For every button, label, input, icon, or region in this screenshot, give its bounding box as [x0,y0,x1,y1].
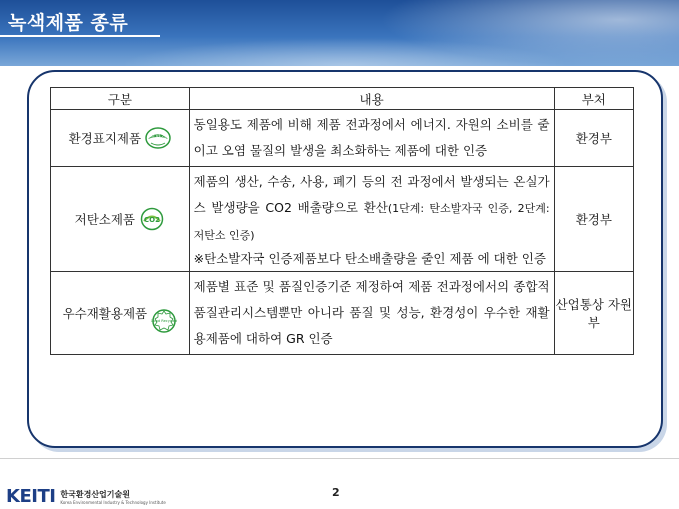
green-product-table [50,87,634,355]
keiti-logo-text: KEITI [6,486,56,507]
table-row [51,272,634,355]
table-row [51,110,634,167]
content-note: ※탄소발자국 인증제품보다 탄소배출량을 줄인 제품 에 대한 인증 [193,251,546,266]
category-cell [51,167,190,272]
co2-label-text: CO2 [144,216,160,224]
header-category: 구분 [51,88,190,110]
category-cell [51,272,190,355]
eco-label-icon [145,127,171,149]
ministry-cell: 환경부 [554,167,633,272]
gr-label-text: Good Recycled [151,319,178,323]
recycling-label-icon [151,291,177,335]
category-label: 우수재활용제품 [62,306,148,321]
content-text: 제품별 표준 및 품질인증기준 제정하여 제품 전과정에서의 종합적 품질관리시스템뿐만 아니라 품질 및 성능, 환경성이 우수한 재활용제품에 대하여 GR 인증 [193,279,550,346]
table-row [51,167,634,272]
co2-label-icon [139,207,165,231]
page-title: 녹색제품 종류 [8,12,129,34]
keiti-logo [6,486,166,507]
ministry-cell: 환경부 [554,110,633,167]
category-label: 환경표지제품 [68,131,142,146]
title-underline [0,35,160,37]
eco-label-text: 친환경 [149,134,167,141]
content-cell [189,272,554,355]
category-label: 저탄소제품 [74,212,136,227]
header-ministry: 부처 [554,88,633,110]
content-cell [189,110,554,167]
header-content: 내용 [189,88,554,110]
ministry-cell: 산업통상 자원부 [554,272,633,355]
content-small-text: (1단계: 탄소발자국 인증, 2단계: 저탄소 인증) [193,202,550,242]
org-name: 한국환경산업기술원 [60,489,130,499]
footer-divider [0,458,679,459]
content-text: 동일용도 제품에 비해 제품 전과정에서 에너지. 자원의 소비를 줄이고 오염 물질의 발생을 최소화하는 제품에 대한 인증 [193,117,550,158]
org-name-en: Korea Environmental Industry & Technology Institute [60,499,166,505]
org-name-block [60,489,165,505]
content-cell [189,167,554,272]
page-number: 2 [332,486,340,499]
banner-cloud [120,38,570,68]
category-cell [51,110,190,167]
content-text: 제품의 생산, 수송, 사용, 폐기 등의 전 과정에서 발생되는 온실가스 발생량을 CO2 배출량으로 환산 [193,174,550,215]
table-header-row [51,88,634,110]
